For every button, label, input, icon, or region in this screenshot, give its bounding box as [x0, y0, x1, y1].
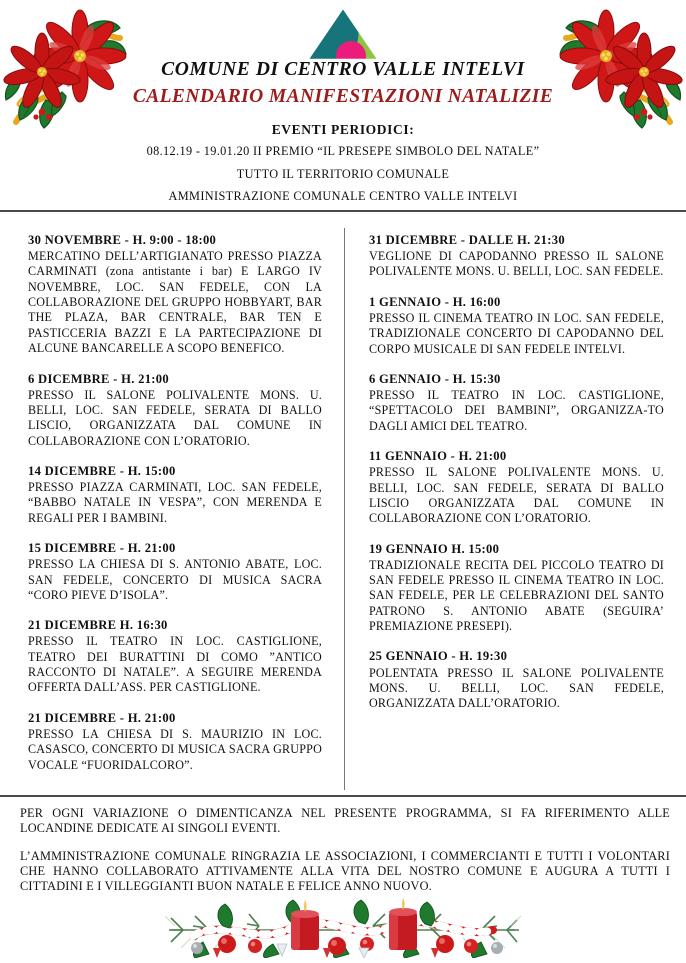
- event-entry: [28, 463, 322, 526]
- event-date: 6 GENNAIO - H. 15:30: [369, 371, 501, 386]
- periodic-events-line-2: TUTTO IL TERRITORIO COMUNALE: [236, 166, 450, 181]
- event-description: PRESSO IL TEATRO IN LOC. CASTIGLIONE, “SPETTACOLO DEI BAMBINI”, ORGANIZZA-TO DAGLI AMICI DEL TEATRO.: [369, 388, 664, 433]
- header-divider-rule: [0, 210, 686, 212]
- event-date: 6 DICEMBRE - H. 21:00: [28, 371, 169, 386]
- event-date: 19 GENNAIO H. 15:00: [369, 541, 500, 556]
- event-entry: [369, 448, 664, 526]
- events-area: [0, 232, 686, 773]
- event-entry: [28, 232, 322, 357]
- event-description: MERCATINO DELL’ARTIGIANATO PRESSO PIAZZA CARMINATI (zona antistante i bar) E LARGO IV NOVEMBRE, LOC. SAN FEDELE, CON LA COLLABORAZIONE DEL GRUPPO HOBBYART, BAR THE PLAZA, BAR CENTRALE, BAR TEN E PASTICCERIA BAZZI E LA PARTECIPAZIONE DI ALCUNE BANCARELLE A SCOPO BENEFICO.: [28, 249, 322, 356]
- event-description: PRESSO IL SALONE POLIVALENTE MONS. U. BELLI, LOC. SAN FEDELE, SERATA DI BALLO LISCIO ORGANIZZATA DAL COMUNE IN COLLABORAZIONE CON L’ORATORIO.: [369, 465, 664, 526]
- page-subtitle: CALENDARIO MANIFESTAZIONI NATALIZIE: [132, 86, 554, 108]
- event-entry: [28, 617, 322, 695]
- poster-header: [0, 58, 686, 206]
- event-date: 30 NOVEMBRE - H. 9:00 - 18:00: [28, 233, 217, 247]
- event-date: 21 DICEMBRE H. 16:30: [28, 618, 168, 633]
- footer-divider-rule: [0, 795, 686, 797]
- event-description: PRESSO IL TEATRO IN LOC. CASTIGLIONE, TEATRO DEI BURATTINI DI COMO ”ANTICO RACCONTO DI NATALE”. A SEGUIRE MERENDA OFFERTA DALL’ASS. PER CASTIGLIONE.: [28, 634, 322, 695]
- events-column-right: [344, 232, 686, 773]
- event-description: PRESSO LA CHIESA DI S. ANTONIO ABATE, LOC. SAN FEDELE, CONCERTO DI MUSICA SACRA “CORO PIEVE D’ISOLA”.: [28, 557, 322, 602]
- comune-triangle-logo: [303, 6, 383, 62]
- christmas-candle-garland-icon: [163, 896, 523, 958]
- footer-thanks: L’AMMINISTRAZIONE COMUNALE RINGRAZIA LE ASSOCIAZIONI, I COMMERCIANTI E TUTTI I VOLONTARI CHE HANNO COLLABORATO ATTIVAMENTE ALLA VITA DEL NOSTRO COMUNE E AUGURA A TUTTI I CITTADINI E I VILLEGGIANTI BUON NATALE E FELICE ANNO NUOVO.: [20, 849, 670, 893]
- event-entry: [369, 294, 664, 357]
- event-description: TRADIZIONALE RECITA DEL PICCOLO TEATRO DI SAN FEDELE PRESSO IL CINEMA TEATRO IN LOC. SAN FEDELE, PER LE CELEBRAZIONI DEL SANTO PATRONO S. ANTONIO ABATE (SEGUIRA’ PREMIAZIONE PRESEPI).: [369, 557, 664, 634]
- event-date: 14 DICEMBRE - H. 15:00: [28, 464, 176, 478]
- event-entry: [369, 541, 664, 635]
- event-date: 21 DICEMBRE - H. 21:00: [28, 710, 176, 725]
- event-description: PRESSO IL CINEMA TEATRO IN LOC. SAN FEDELE, TRADIZIONALE CONCERTO DI CAPODANNO DEL CORPO MUSICALE DI SAN FEDELE INTELVI.: [369, 310, 664, 356]
- event-description: PRESSO PIAZZA CARMINATI, LOC. SAN FEDELE, “BABBO NATALE IN VESPA”, CON MERENDA E REGALI PER I BAMBINI.: [28, 480, 322, 525]
- event-date: 31 DICEMBRE - DALLE H. 21:30: [369, 233, 565, 247]
- event-date: 11 GENNAIO - H. 21:00: [369, 449, 507, 464]
- event-entry: [369, 232, 664, 280]
- event-entry: [28, 540, 322, 603]
- periodic-events-label: EVENTI PERIODICI:: [271, 121, 415, 137]
- event-description: POLENTATA PRESSO IL SALONE POLIVALENTE MONS. U. BELLI, LOC. SAN FEDELE, ORGANIZZATA DALL’ORATORIO.: [369, 665, 664, 711]
- page-title: COMUNE DI CENTRO VALLE INTELVI: [161, 59, 525, 80]
- event-date: 25 GENNAIO - H. 19:30: [369, 649, 508, 664]
- event-entry: [369, 648, 664, 711]
- events-column-left: [0, 232, 344, 773]
- event-entry: [369, 371, 664, 434]
- periodic-events-line-1: 08.12.19 - 19.01.20 II PREMIO “IL PRESEPE SIMBOLO DEL NATALE”: [146, 143, 540, 158]
- event-description: PRESSO IL SALONE POLIVALENTE MONS. U. BELLI, LOC. SAN FEDELE, SERATA DI BALLO LISCIO, ORGANIZZATA DAL COMUNE IN COLLABORAZIONE CON L’ORATORIO.: [28, 387, 322, 448]
- event-entry: [28, 371, 322, 449]
- event-entry: [28, 710, 322, 773]
- footer-note: PER OGNI VARIAZIONE O DIMENTICANZA NEL PRESENTE PROGRAMMA, SI FA RIFERIMENTO ALLE LOCANDINE DEDICATE AI SINGOLI EVENTI.: [20, 806, 670, 835]
- event-description: PRESSO LA CHIESA DI S. MAURIZIO IN LOC. CASASCO, CONCERTO DI MUSICA SACRA GRUPPO VOCALE “FUORIDALCORO”.: [28, 726, 322, 772]
- poster-footer: [0, 806, 686, 894]
- periodic-events-line-3: AMMINISTRAZIONE COMUNALE CENTRO VALLE INTELVI: [168, 189, 518, 204]
- event-date: 1 GENNAIO - H. 16:00: [369, 294, 501, 309]
- event-date: 15 DICEMBRE - H. 21:00: [28, 541, 176, 556]
- event-description: VEGLIONE DI CAPODANNO PRESSO IL SALONE POLIVALENTE MONS. U. BELLI, LOC. SAN FEDELE.: [369, 249, 664, 279]
